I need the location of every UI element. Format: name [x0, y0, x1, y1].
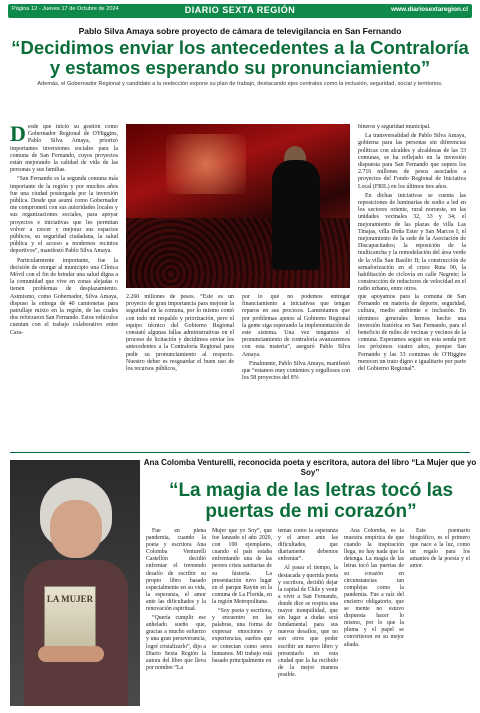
page-date: Página 12 - Jueves 17 de Octubre de 2024	[12, 6, 119, 12]
article2-kicker: Ana Colomba Venturelli, reconocida poeta y escritora, autora del libro “La Mujer que yo Soy”	[143, 458, 477, 477]
article1-kicker: Pablo Silva Amaya sobre proyecto de cámara de televigilancia en San Fernando	[78, 26, 402, 36]
article2-column-1	[146, 528, 206, 708]
paragraph: que apoyamos para la comuna de San Fernando en materia de deporte, seguridad, cultura, medio ambiente e inclusión. En términos generales hemos hecho una inversión histórica en San Fernando, para el beneficio de miles de vecinas y vecinos de la comuna. Esperamos seguir en esta senda por los próximos cuatro años, porque San Fernando y las 33 comunas de O'Higgins merecen un trato digno e igualitario por parte del Gobierno Regional”.	[358, 294, 466, 373]
paragraph: La transversalidad de Pablo Silva Amaya, gobierna para las personas sin diferencias políticas con alcaldes y alcaldesas de las 33 comunas, se ha reflejado en la inversión dispuesta para San Fernando que supera los 2.716 millones de pesos asociados a proyectos del Fondo Regional de Iniciativa Local (FRIL) en los últimos tres años.	[358, 133, 466, 190]
paragraph: Particularmente importante, fue la decisión de otorgar al municipio una Clínica Móvil con el fin de brindar una salud digna a la comunidad que vive en zonas alejadas o tienen problemas de desplazamiento. Asimismo, como Gobernador, Silva Amaya, dispuso la entrega de 40 camionetas para patrullaje mixto en la región, de las cuales dos reforzaron San Fernando. Estos vehículos cuentan con el trabajo colaborativo entre Cara-	[10, 257, 118, 336]
stage-light	[166, 134, 246, 194]
paragraph: Al pasar el tiempo, la destacada y querida poeta y escritora, decidió dejar la capital de Chile y venir a vivir a San Fernando, donde dice se respira una mayor tranquilidad, que sin lugar a dudas será fundamental para sus nuevos desafíos, que no son otros que poder escribir un nuevo libro y presentarlo en esta ciudad que la ha recibido de la mejor manera posible.	[278, 565, 338, 678]
article2-column-3	[278, 528, 338, 708]
article2-photo-author	[10, 460, 140, 706]
paragraph: “San Fernando es la segunda comuna más importante de la región y por muchos años fue una ciudad postergada por la inversión pública. Desde que asumí como Gobernador me comprometí con sus autoridades locales y sus organizaciones sociales, para apoyar proyectos e iniciativas que les permitan volver a crecer y mejorar sus espacios públicos, su seguridad ciudadana, la salud pública y el acceso a modernos recintos deportivos”, manifestó Pablo Silva Amaya.	[10, 176, 118, 255]
paragraph: Fue en plena pandemia, cuando la poeta y escritora Ana Colomba Venturelli Castellón decidió enfrentar el tremendo desafío de escribir su propio libro basado especialmente en su vida, la esperanza, el amor ante las dificultades y la renovación espiritual.	[146, 528, 206, 613]
dropcap: D	[10, 124, 26, 146]
paragraph: Ana Colomba, es la muestra empírica de que cuando la inspiración llega, no hay nada que la detenga. La magia de las letras tocó las puertas de su corazón en circunstancias tan complejas como la pandemia. Fue a raíz del encierro obligatorio, que se mente no estuvo dispuesta hacer lo mismo, por lo que la pluma y el papel se convirtieron en su mejor aliada.	[344, 528, 404, 648]
article1-column-2-top	[358, 124, 466, 292]
article2-body	[146, 528, 472, 708]
speaker	[272, 160, 320, 270]
article1-column-4	[358, 294, 466, 449]
paragraph: Este poemario biográfico, es el primero que nace a la luz, como un regalo para los amantes de la poesía y el amor.	[410, 528, 470, 570]
book-cover-title: LA MUJER	[46, 594, 94, 604]
article1-column-1b	[126, 294, 234, 449]
paragraph: por lo que no podemos entregar financiamiento a iniciativas que tengan reparos en sus procesos. Lamentamos que por problemas ajenos al Gobierno Regional la gente siga esperando la implementación de este sistema. Una vez tengamos el pronunciamiento de contraloría avanzaremos con esta materia”, aseguró Pablo Silva Amaya.	[242, 294, 350, 358]
section-divider	[10, 452, 470, 453]
article2-headline: “La magia de las letras tocó las puertas de mi corazón”	[168, 480, 454, 522]
paragraph: “Quería cumplir ese anhelado sueño que, gracias a mucho esfuerzo y una gran perseverancia, logré cristalizarlo”, dijo a Diario Sexta Región la autora del libro que lleva por nombre “La	[146, 615, 206, 671]
masthead: DIARIO SEXTA REGIÓN	[184, 5, 296, 15]
author-hands	[38, 646, 104, 662]
article2-column-5	[410, 528, 470, 708]
paragraph: esde que inició su gestión como Gobernador Regional de O'Higgins, Pablo Silva Amaya, priorizó importantes inversiones sociales para la comuna de San Fernando, cuyos proyectos están mejorando la calidad de vida de las personas y sus familias.	[10, 124, 118, 174]
article2-column-4	[344, 528, 404, 708]
paragraph: “Soy poeta y escritora, y encuentro en las palabras, una forma de expresar emociones y experiencias, sueños que se conectan como seres humanos. Mi trabajo está basado principalmente en	[212, 608, 272, 664]
article1-column-3	[242, 294, 350, 449]
paragraph: temas como la esperanza y el amor ante las dificultades, que diariamente debemos enfrentar”.	[278, 528, 338, 563]
paragraph: bineros y seguridad municipal.	[358, 124, 431, 130]
article1-dek: Además, el Gobernador Regional y candidato a la reelección expone su plan de trabajo, destacando ejes centrales como la inclusión, seguridad, social y territorios.	[37, 81, 443, 87]
article1-photo-speaker	[126, 124, 350, 288]
article1-headline: “Decidimos enviar los antecedentes a la Contraloría y estamos esperando su pronunciamiento”	[11, 37, 469, 78]
article2-column-2	[212, 528, 272, 708]
paragraph: En dichas iniciativas se cuenta las reposiciones de luminarias de sodio a led en los sectores oriente, rural noroeste, en las unidades vecinales 32, 33 y 34; el mejoramiento de las plazas de villa Las Tinajas, villa Doña Ester y San Marcos I; el mejoramiento de la sede de la Asociación de Discapacitados; la reposición de la multicancha y la remodelación del área verde de la villa San Basilio II; la construcción de semaforización en el cruce Ruta 90, la habilitación de ciclovía en calle Negrete; la construcción de reductores de velocidad en el radio urbano, entre otros.	[358, 192, 466, 292]
author-face	[50, 500, 102, 558]
paragraph: 2.260 millones de pesos. “Este es un proyecto de gran importancia para mejorar la seguridad en la comuna, por lo mismo contó con todo mi respaldo y priorización, pero el equipo técnico del Gobierno Regional constató algunas fallas administrativas en el proceso de licitación y decidimos enviar los antecedentes a la Contraloría Regional para pedir su pronunciamiento al respecto. Nuestro deber es resguardar el buen uso de los recursos públicos,	[126, 294, 234, 373]
article1-column-2	[10, 294, 118, 449]
paragraph: Finalmente, Pablo Silva Amaya, manifestó que “estamos muy contentos y orgullosos con los 58 proyectos del 8%	[242, 360, 350, 382]
paragraph: Mujer que yo Soy”, que fue lanzado el año 2020, con 100 ejemplares, cuando el país estaba enfrentando una de las peores crisis sanitarias de su historia. La presentación tuvo lugar en el parque Rayún en la comuna de La Florida, en la región Metropolitana.	[212, 528, 272, 605]
website-link[interactable]: www.diariosextaregion.cl	[391, 6, 468, 13]
page-header	[0, 0, 480, 20]
